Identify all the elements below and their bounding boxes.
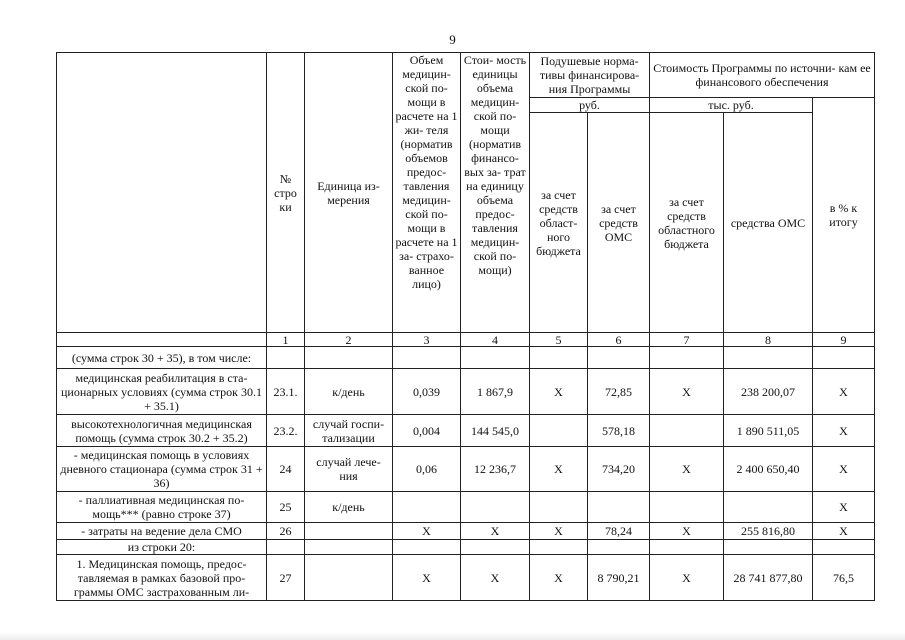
column-number: 7 [650,333,724,347]
row-regional-budget-total [650,347,724,369]
column-number: 1 [267,333,305,347]
column-number: 5 [530,333,588,347]
row-regional-budget [530,347,588,369]
table-row [57,492,875,523]
row-number: 23.1. [267,369,305,415]
header-name [57,53,267,333]
row-number: 25 [267,492,305,523]
row-unit: к/день [305,492,393,523]
header-unit-thousand-rub: тыс. руб. [650,98,813,113]
row-unit-cost: 144 545,0 [461,415,530,447]
row-regional-budget-total: Х [650,447,724,492]
row-percent: Х [813,492,875,523]
row-volume: Х [393,523,461,540]
column-number: 9 [813,333,875,347]
row-unit-cost: 12 236,7 [461,447,530,492]
row-regional-budget-total [650,540,724,555]
row-oms-total: 2 400 650,40 [724,447,813,492]
row-volume [393,347,461,369]
row-regional-budget-total: Х [650,523,724,540]
row-oms: 578,18 [588,415,650,447]
row-regional-budget [530,415,588,447]
row-percent: Х [813,415,875,447]
row-unit: случай лече- ния [305,447,393,492]
row-name: (сумма строк 30 + 35), в том числе: [57,347,267,369]
row-number: 23.2. [267,415,305,447]
header-unit-cost: Стои- мость единицы объема медицин- ской по- мощи (норматив финансо- вых за- трат на единицу объема предос- тавления медицин- ской по- мощи) [461,53,530,333]
row-unit-cost [461,492,530,523]
column-number: 2 [305,333,393,347]
row-name: из строки 20: [57,540,267,555]
table-row [57,555,875,601]
header-row-number: № стро ки [267,53,305,333]
row-regional-budget: Х [530,447,588,492]
row-regional-budget-total [650,415,724,447]
page-bottom-edge [0,632,905,640]
row-oms-total: 28 741 877,80 [724,555,813,601]
header-oms: за счет средств ОМС [588,113,650,333]
row-oms [588,347,650,369]
page-number: 9 [449,32,456,47]
column-number: 6 [588,333,650,347]
row-unit [305,523,393,540]
header-per-capita-norms: Подушевые норма- тивы финансирова- ния Программы [530,53,650,98]
row-regional-budget: Х [530,523,588,540]
row-number [267,540,305,555]
row-volume [393,540,461,555]
row-name: 1. Медицинская помощь, предос- тавляемая в рамках базовой про- граммы ОМС застрахованным ли- [57,555,267,601]
program-cost-table [56,52,875,601]
row-oms [588,540,650,555]
table-row [57,347,875,369]
row-oms [588,492,650,523]
table-row [57,447,875,492]
row-percent [813,347,875,369]
row-unit-cost: 1 867,9 [461,369,530,415]
row-number: 24 [267,447,305,492]
table-row [57,540,875,555]
table-row [57,523,875,540]
row-percent: Х [813,369,875,415]
row-regional-budget: Х [530,555,588,601]
column-number: 3 [393,333,461,347]
row-volume: Х [393,555,461,601]
header-program-cost: Стоимость Программы по источни- кам ее финансового обеспечения [650,53,875,98]
row-number [267,347,305,369]
header-unit-rub: руб. [530,98,650,113]
row-name: - паллиативная медицинская по- мощь*** (равно строке 37) [57,492,267,523]
row-regional-budget-total: Х [650,555,724,601]
header-percent: в % к итогу [813,98,875,333]
row-name: - затраты на ведение дела СМО [57,523,267,540]
row-regional-budget-total [650,492,724,523]
column-number: 8 [724,333,813,347]
row-oms: 734,20 [588,447,650,492]
table-row [57,415,875,447]
row-oms: 8 790,21 [588,555,650,601]
row-unit [305,540,393,555]
header-oms-total: средства ОМС [724,113,813,333]
row-unit: к/день [305,369,393,415]
row-regional-budget: Х [530,369,588,415]
row-oms-total [724,492,813,523]
row-volume: 0,06 [393,447,461,492]
row-number: 27 [267,555,305,601]
row-oms-total: 238 200,07 [724,369,813,415]
header-regional-budget-total: за счет средств областного бюджета [650,113,724,333]
table-row [57,369,875,415]
row-oms: 78,24 [588,523,650,540]
row-percent: 76,5 [813,555,875,601]
row-unit [305,555,393,601]
row-name: - медицинская помощь в условиях дневного стационара (сумма строк 31 + 36) [57,447,267,492]
header-regional-budget: за счет средств област- ного бюджета [530,113,588,333]
row-volume: 0,004 [393,415,461,447]
row-name: медицинская реабилитация в ста- ционарных условиях (сумма строк 30.1 + 35.1) [57,369,267,415]
row-unit-cost [461,540,530,555]
row-oms: 72,85 [588,369,650,415]
header-volume: Объем медицин- ской по- мощи в расчете на 1 жи- теля (норматив объемов предос- тавления медицин- ской по- мощи в расчете на 1 за- страхо- ванное лицо) [393,53,461,333]
row-oms-total [724,347,813,369]
row-regional-budget [530,540,588,555]
row-unit: случай госпи- тализации [305,415,393,447]
row-regional-budget [530,492,588,523]
column-number [57,333,267,347]
row-percent: Х [813,447,875,492]
row-percent [813,540,875,555]
row-unit-cost [461,347,530,369]
row-percent: Х [813,523,875,540]
row-volume: 0,039 [393,369,461,415]
row-name: высокотехнологичная медицинская помощь (сумма строк 30.2 + 35.2) [57,415,267,447]
row-number: 26 [267,523,305,540]
row-oms-total: 255 816,80 [724,523,813,540]
column-number: 4 [461,333,530,347]
row-oms-total [724,540,813,555]
row-volume [393,492,461,523]
header-unit: Единица из- мерения [305,53,393,333]
row-unit-cost: Х [461,523,530,540]
row-unit-cost: Х [461,555,530,601]
row-unit [305,347,393,369]
row-regional-budget-total: Х [650,369,724,415]
row-oms-total: 1 890 511,05 [724,415,813,447]
